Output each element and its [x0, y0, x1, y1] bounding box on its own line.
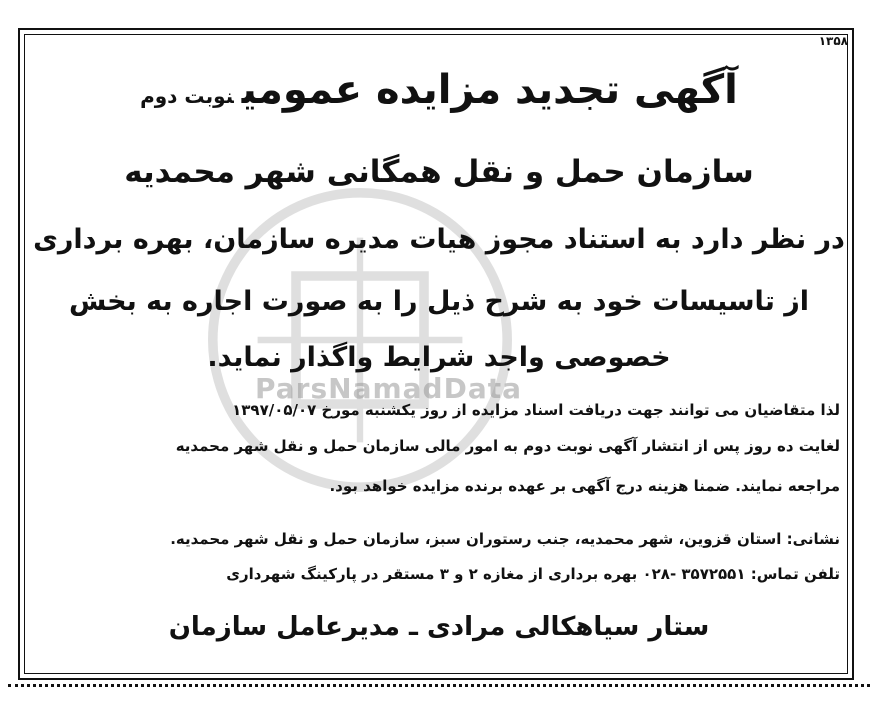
detail-line-3: مراجعه نمایند. ضمنا هزینه درج آگهی بر عهده برنده مزایده خواهد بود.	[329, 477, 840, 495]
watermark-text: ParsNamadData	[255, 372, 522, 405]
ad-title-round: نوبت دوم	[140, 84, 234, 108]
signature: ستار سیاهکالی مرادی ـ مدیرعامل سازمان	[168, 612, 710, 642]
detail-line-2: لغایت ده روز پس از انتشار آگهی نوبت دوم به امور مالی سازمان حمل و نقل شهر محمدیه	[175, 437, 840, 455]
ad-number: ۱۳۵۸	[818, 34, 848, 48]
body-line-2: از تاسیسات خود به شرح ذیل را به صورت اجاره به بخش	[68, 286, 810, 317]
address-line: نشانی: استان قزوین، شهر محمدیه، جنب رستوران سبز، سازمان حمل و نقل شهر محمدیه.	[170, 530, 840, 548]
phone-line: تلفن تماس: ۳۵۷۲۵۵۱ -۰۲۸ بهره برداری از مغازه ۲ و ۳ مستقر در پارکینگ شهرداری	[226, 565, 840, 583]
organization-name: سازمان حمل و نقل همگانی شهر محمدیه	[124, 154, 754, 190]
body-line-3: خصوصی واجد شرایط واگذار نماید.	[207, 342, 671, 373]
body-line-1: در نظر دارد به استناد مجوز هیات مدیره سازمان، بهره برداری	[33, 224, 845, 255]
detail-line-1: لذا متقاضیان می توانند جهت دریافت اسناد مزایده از روز یکشنبه مورخ ۱۳۹۷/۰۵/۰۷	[232, 401, 840, 419]
ad-title-main: آگهی تجدید مزایده عمومی	[241, 67, 738, 113]
ad-title	[30, 62, 848, 124]
cut-line-divider	[8, 684, 870, 687]
